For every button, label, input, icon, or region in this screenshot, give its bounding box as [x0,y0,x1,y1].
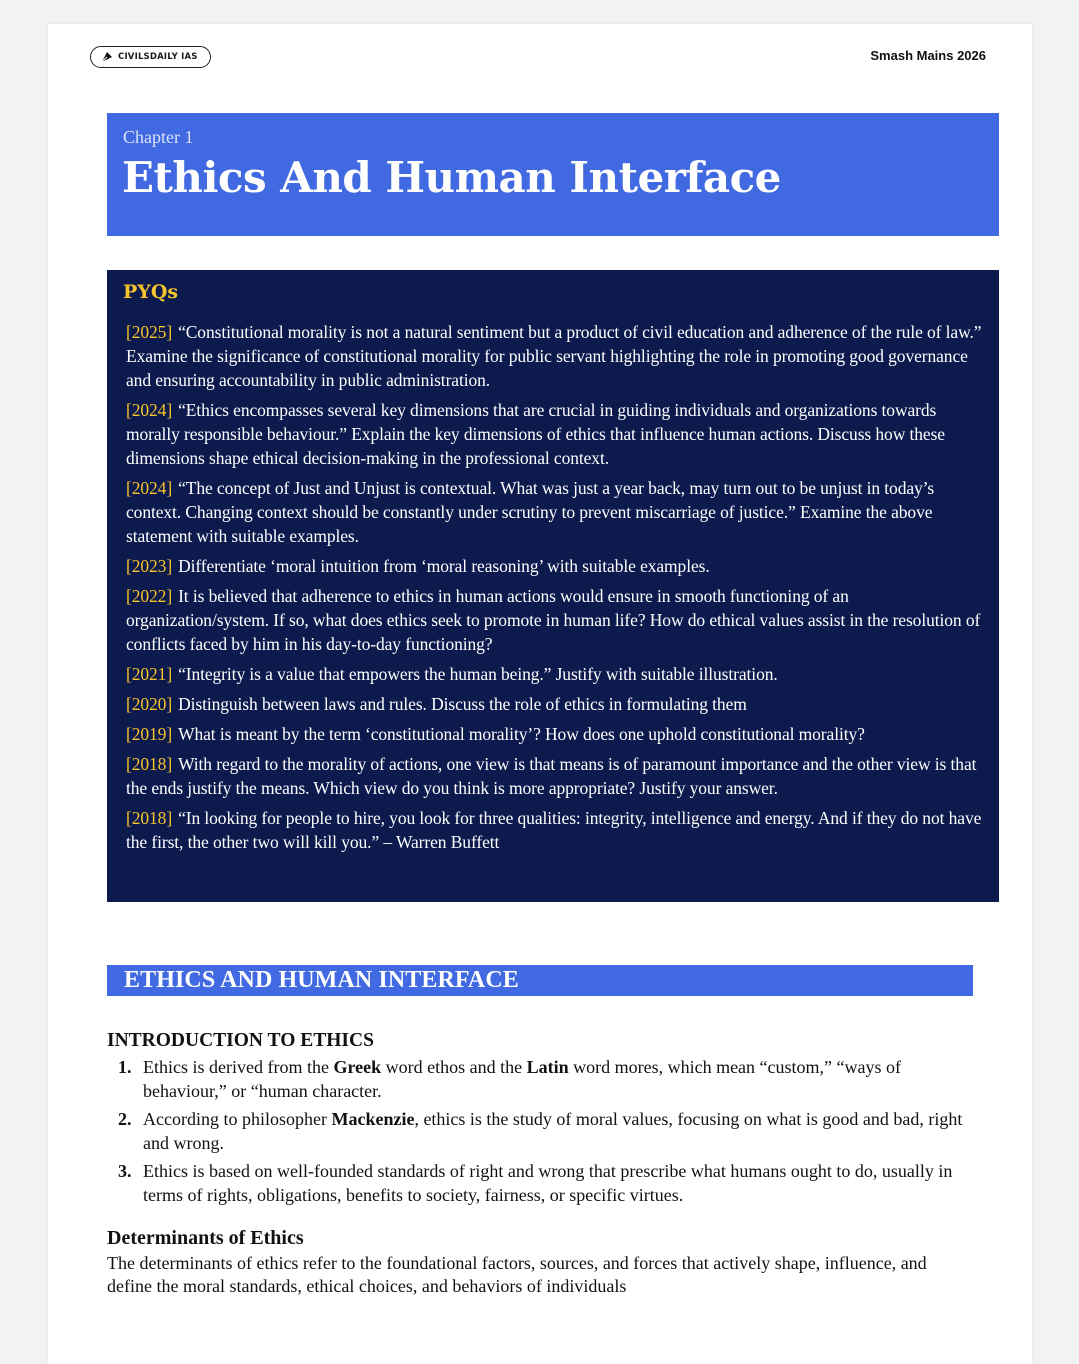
pyq-item [126,692,985,716]
pyq-item [126,752,985,800]
chapter-title: Ethics And Human Interface [122,153,781,202]
pyq-item [126,398,985,470]
list-number: 2. [118,1109,132,1129]
pyq-item [126,320,985,392]
pyq-year: [2024] [126,400,173,420]
pyq-item [126,662,985,686]
list-text: , ethics is the study of moral values, focusing on what is good and bad, right and wrong. [143,1109,963,1153]
pyq-text: “In looking for people to hire, you look for three qualities: integrity, intelligence and energy. And if they do not have the first, the other two will kill you.” – Warren Buffett [126,808,982,852]
pyq-text: Differentiate ‘moral intuition from ‘moral reasoning’ with suitable examples. [178,556,710,576]
list-number: 3. [118,1161,132,1181]
pyq-year: [2025] [126,322,173,342]
list-text: According to philosopher [143,1109,332,1129]
pyq-heading: PYQs [123,281,179,303]
pyq-text: With regard to the morality of actions, one view is that means is of paramount importance and the other view is that the ends justify the means. Which view do you think is more appropriate? Justify your answer. [126,754,977,798]
pyq-list [126,320,985,854]
section-title: ETHICS AND HUMAN INTERFACE [124,967,519,993]
list-bold-term: Mackenzie [331,1109,415,1129]
determinants-heading: Determinants of Ethics [107,1227,304,1249]
pyq-box [107,270,999,902]
pyq-text: “Integrity is a value that empowers the human being.” Justify with suitable illustration. [178,664,778,684]
list-number: 1. [118,1057,132,1077]
pyq-item [126,584,985,656]
determinants-text: The determinants of ethics refer to the foundational factors, sources, and forces that actively shape, influence, and define the moral standards, ethical choices, and behaviors of individuals [107,1253,927,1296]
list-text: Ethics is based on well-founded standards of right and wrong that prescribe what humans ought to do, usually in terms of rights, obligations, benefits to society, fairness, or specific virtues. [143,1161,953,1205]
document-page [48,24,1032,1364]
logo-text: CIVILSDAILY IAS [118,52,198,62]
chapter-banner [107,113,999,236]
pyq-year: [2023] [126,556,173,576]
list-item [107,1107,967,1155]
pyq-item [126,476,985,548]
pyq-text: What is meant by the term ‘constitutional morality’? How does one uphold constitutional morality? [178,724,865,744]
pyq-item [126,722,985,746]
list-item [107,1055,967,1103]
pyq-year: [2019] [126,724,173,744]
chapter-label: Chapter 1 [123,127,194,147]
pyq-text: “Ethics encompasses several key dimensions that are crucial in guiding individuals and organizations towards morally responsible behaviour.” Explain the key dimensions of ethics that influence human actions. Discuss how these dimensions shape ethical decision-making in the professional context. [126,400,945,468]
intro-heading: INTRODUCTION TO ETHICS [107,1030,374,1051]
list-bold-term: Latin [526,1057,569,1077]
leaf-logo-icon [101,51,113,63]
pyq-text: Distinguish between laws and rules. Discuss the role of ethics in formulating them [178,694,747,714]
edition-label: Smash Mains 2026 [870,48,986,63]
pyq-text: “Constitutional morality is not a natural sentiment but a product of civil education and adherence of the rule of law.” Examine the significance of constitutional morality for public servant highlighting the role in promoting good governance and ensuring accountability in public administration. [126,322,982,390]
section-header [107,965,973,996]
list-text: word mores, which mean “custom,” “ways of behaviour,” or “human character. [143,1057,901,1101]
intro-list [107,1055,967,1211]
pyq-year: [2018] [126,808,173,828]
pyq-year: [2022] [126,586,173,606]
list-text: word ethos and the [381,1057,527,1077]
list-item [107,1159,967,1207]
pyq-text: “The concept of Just and Unjust is contextual. What was just a year back, may turn out to be unjust in today’s context. Changing context should be constantly under scrutiny to prevent miscarriage of justice.” Examine the above statement with suitable examples. [126,478,935,546]
pyq-text: It is believed that adherence to ethics in human actions would ensure in smooth functioning of an organization/system. If so, what does ethics seek to promote in human life? How do ethical values assist in the resolution of conflicts faced by him in his day-to-day functioning? [126,586,981,654]
pyq-item [126,554,985,578]
list-bold-term: Greek [333,1057,382,1077]
pyq-year: [2021] [126,664,173,684]
list-text: Ethics is derived from the [143,1057,334,1077]
pyq-year: [2020] [126,694,173,714]
civilsdaily-logo [90,46,211,68]
pyq-year: [2024] [126,478,173,498]
pyq-item [126,806,985,854]
pyq-year: [2018] [126,754,173,774]
